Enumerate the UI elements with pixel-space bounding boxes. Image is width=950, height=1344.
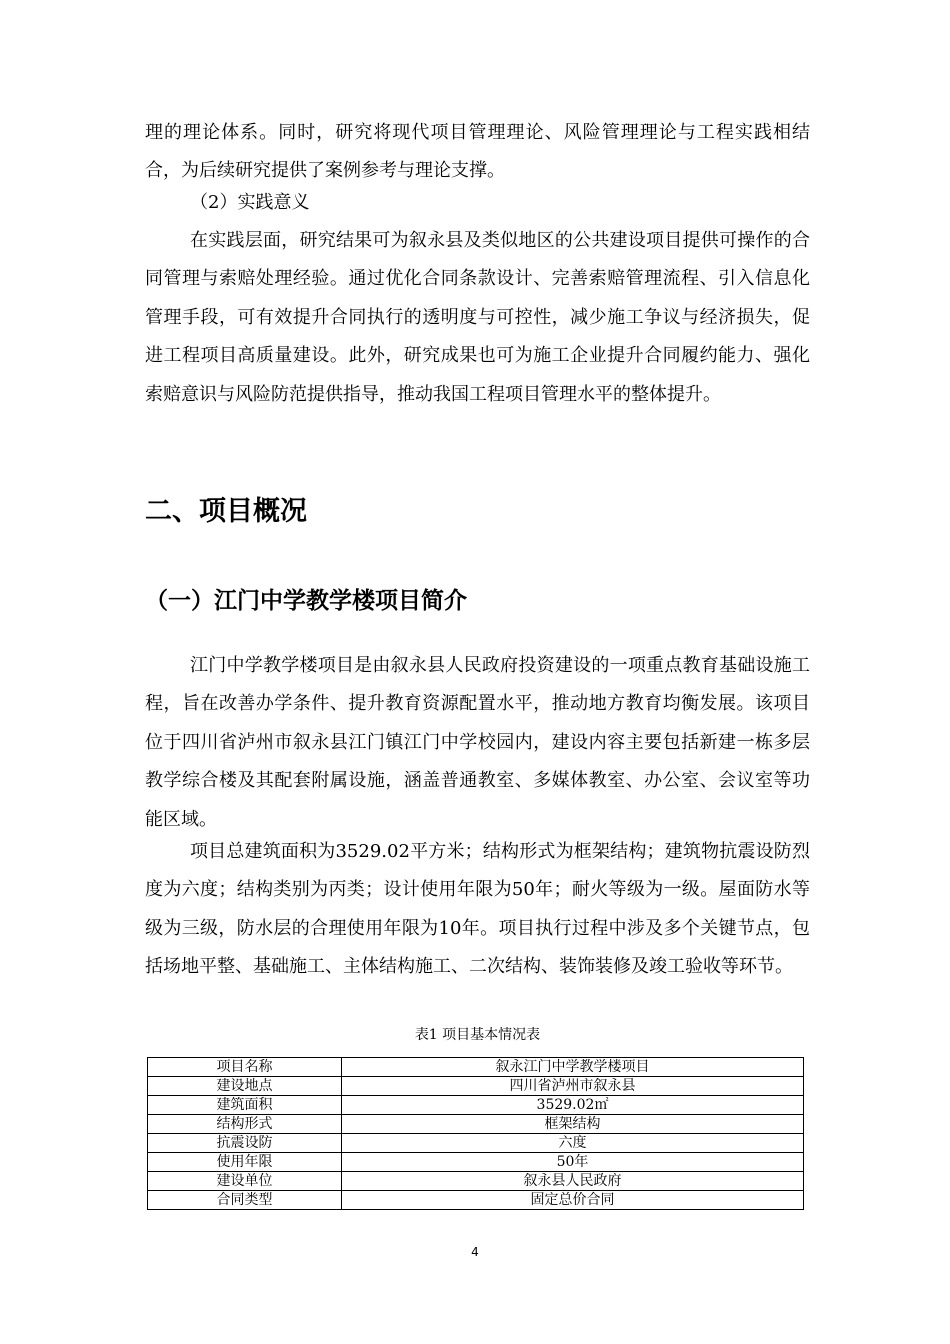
table-row	[148, 1172, 804, 1191]
table-cell-key: 结构形式	[148, 1115, 342, 1134]
table-row	[148, 1096, 804, 1115]
table-cell-key: 合同类型	[148, 1191, 342, 1210]
paragraph-practical-significance: 在实践层面，研究结果可为叙永县及类似地区的公共建设项目提供可操作的合同管理与索赔处理经验。通过优化合同条款设计、完善索赔管理流程、引入信息化管理手段，可有效提升合同执行的透明度与可控性，减少施工争议与经济损失，促进工程项目高质量建设。此外，研究成果也可为施工企业提升合同履约能力、强化索赔意识与风险防范提供指导，推动我国工程项目管理水平的整体提升。	[145, 230, 810, 405]
paragraph-project-intro: 江门中学教学楼项目是由叙永县人民政府投资建设的一项重点教育基础设施工程，旨在改善办学条件、提升教育资源配置水平，推动地方教育均衡发展。该项目位于四川省泸州市叙永县江门镇江门中学校园内，建设内容主要包括新建一栋多层教学综合楼及其配套附属设施，涵盖普通教室、多媒体教室、办公室、会议室等功能区域。	[145, 655, 810, 830]
table-cell-value: 固定总价合同	[342, 1191, 804, 1210]
table-row	[148, 1058, 804, 1077]
table-cell-value: 叙永江门中学教学楼项目	[342, 1058, 804, 1077]
table-cell-value: 叙永县人民政府	[342, 1172, 804, 1191]
table-cell-key: 使用年限	[148, 1153, 342, 1172]
table-cell-value: 3529.02㎡	[342, 1096, 804, 1115]
table-cell-value: 六度	[342, 1134, 804, 1153]
subsection-heading: （一）江门中学教学楼项目简介	[145, 588, 467, 614]
table-caption: 表1 项目基本情况表	[414, 1027, 541, 1043]
subheading-practical-significance: （2）实践意义	[190, 192, 310, 213]
page-number: 4	[471, 1245, 479, 1259]
table-row	[148, 1077, 804, 1096]
section-heading: 二、项目概况	[145, 496, 307, 527]
table-cell-key: 建设单位	[148, 1172, 342, 1191]
project-info-table	[147, 1057, 804, 1210]
paragraph-theoretical-continuation: 理的理论体系。同时，研究将现代项目管理理论、风险管理理论与工程实践相结合，为后续研究提供了案例参考与理论支撑。	[145, 122, 810, 182]
table-row	[148, 1153, 804, 1172]
table-cell-key: 建设地点	[148, 1077, 342, 1096]
table-cell-value: 框架结构	[342, 1115, 804, 1134]
table-cell-key: 抗震设防	[148, 1134, 342, 1153]
table-cell-key: 项目名称	[148, 1058, 342, 1077]
table-cell-key: 建筑面积	[148, 1096, 342, 1115]
paragraph-project-specs: 项目总建筑面积为3529.02平方米；结构形式为框架结构；建筑物抗震设防烈度为六度；结构类别为丙类；设计使用年限为50年；耐火等级为一级。屋面防水等级为三级，防水层的合理使用年限为10年。项目执行过程中涉及多个关键节点，包括场地平整、基础施工、主体结构施工、二次结构、装饰装修及竣工验收等环节。	[145, 841, 810, 978]
table-cell-value: 50年	[342, 1153, 804, 1172]
table-row	[148, 1134, 804, 1153]
table-row	[148, 1115, 804, 1134]
table-cell-value: 四川省泸州市叙永县	[342, 1077, 804, 1096]
table-row	[148, 1191, 804, 1210]
